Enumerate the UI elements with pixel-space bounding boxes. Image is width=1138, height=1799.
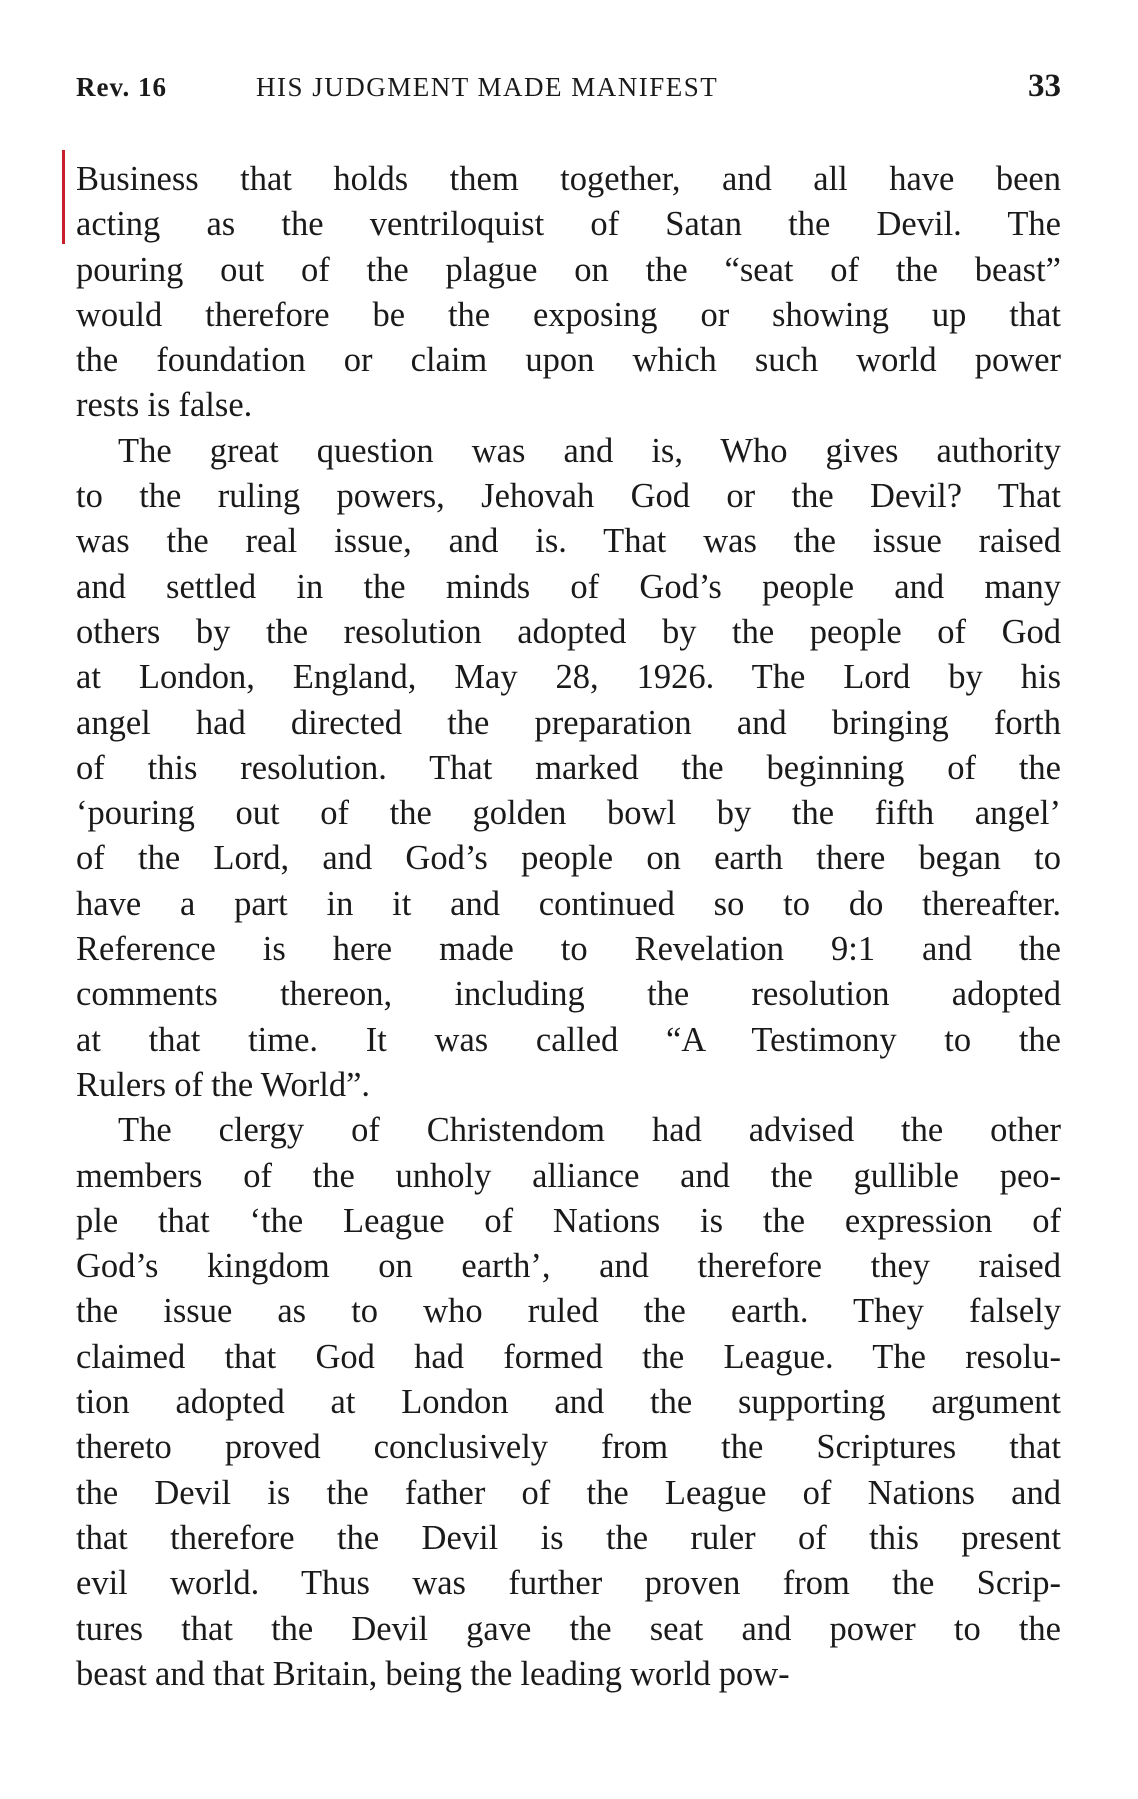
text-line: Reference is here made to Revelation 9:1 and the — [76, 930, 1061, 969]
text-line: comments thereon, including the resolution adopted — [76, 975, 1061, 1014]
text-line: the issue as to who ruled the earth. They falsely — [76, 1292, 1061, 1331]
running-header — [76, 68, 1061, 114]
text-line: others by the resolution adopted by the people of God — [76, 612, 1061, 651]
text-line: the foundation or claim upon which such world power — [76, 341, 1061, 380]
book-page — [76, 0, 1061, 1799]
text-line: at that time. It was called “A Testimony to the — [76, 1020, 1061, 1059]
text-line: would therefore be the exposing or showing up that — [76, 295, 1061, 334]
text-line: Rulers of the World”. — [76, 1065, 371, 1104]
text-line: ‘pouring out of the golden bowl by the fifth angel’ — [76, 794, 1061, 833]
text-line: and settled in the minds of God’s people and many — [76, 567, 1061, 606]
body-text — [76, 157, 1061, 1697]
text-line: pouring out of the plague on the “seat of the beast” — [76, 250, 1061, 289]
text-line: beast and that Britain, being the leading world pow- — [76, 1654, 790, 1693]
text-line: ple that ‘the League of Nations is the expression of — [76, 1201, 1061, 1240]
text-line: acting as the ventriloquist of Satan the Devil. The — [76, 205, 1061, 244]
text-line: the Devil is the father of the League of Nations and — [76, 1473, 1061, 1512]
text-line: tures that the Devil gave the seat and power to the — [76, 1609, 1061, 1648]
page-number: 33 — [1028, 68, 1061, 104]
text-line: tion adopted at London and the supporting argument — [76, 1383, 1061, 1422]
header-chapter-ref: Rev. 16 — [76, 72, 167, 102]
text-line: to the ruling powers, Jehovah God or the Devil? That — [76, 477, 1061, 516]
text-line: members of the unholy alliance and the gullible peo- — [76, 1156, 1061, 1195]
text-line: evil world. Thus was further proven from the Scrip- — [76, 1564, 1061, 1603]
text-line: rests is false. — [76, 386, 253, 425]
text-line: at London, England, May 28, 1926. The Lord by his — [76, 658, 1061, 697]
text-line: have a part in it and continued so to do thereafter. — [76, 884, 1061, 923]
text-line: claimed that God had formed the League. The resolu- — [76, 1337, 1061, 1376]
text-line: of this resolution. That marked the beginning of the — [76, 748, 1061, 787]
text-line: thereto proved conclusively from the Scriptures that — [76, 1428, 1061, 1467]
text-line: The great question was and is, Who gives authority — [118, 431, 1061, 470]
text-line: that therefore the Devil is the ruler of this present — [76, 1518, 1061, 1557]
text-line: angel had directed the preparation and bringing forth — [76, 703, 1061, 742]
text-line: Business that holds them together, and all have been — [76, 160, 1061, 198]
margin-mark — [62, 150, 65, 244]
header-title: HIS JUDGMENT MADE MANIFEST — [256, 72, 719, 102]
text-line: of the Lord, and God’s people on earth there began to — [76, 839, 1061, 878]
text-line: was the real issue, and is. That was the issue raised — [76, 522, 1061, 561]
text-line: God’s kingdom on earth’, and therefore they raised — [76, 1247, 1061, 1286]
text-line: The clergy of Christendom had advised the other — [118, 1111, 1061, 1150]
